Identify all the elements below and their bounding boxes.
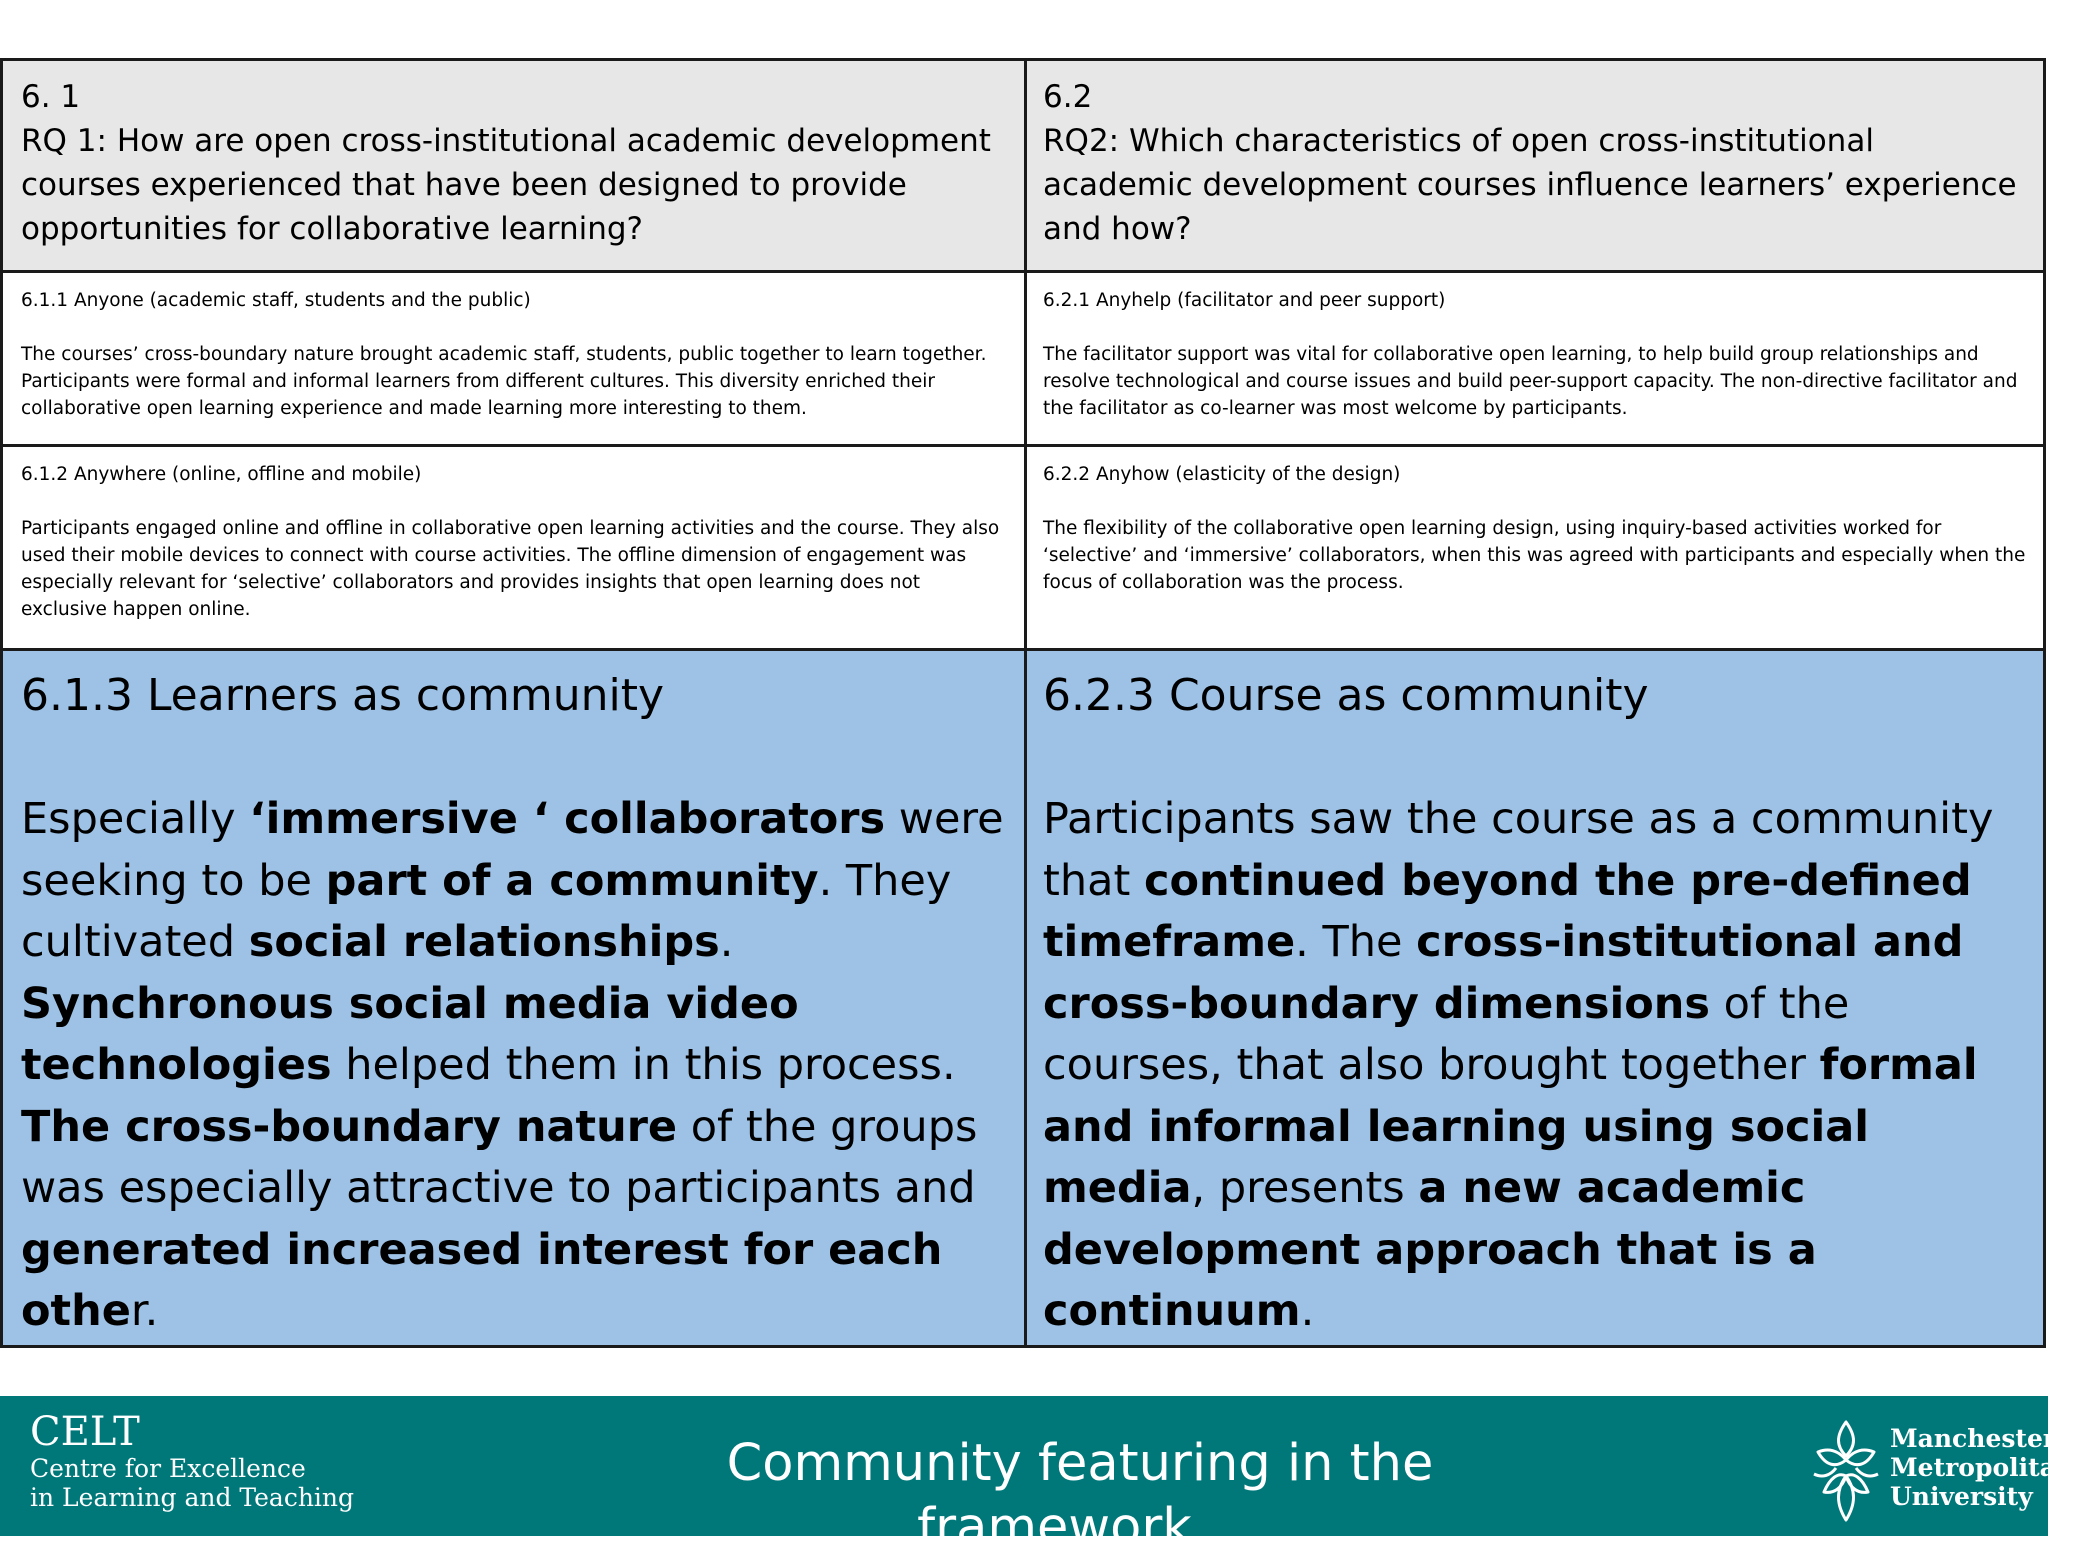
bold-run: cross-institutional and cross-boundary dimensions	[1043, 917, 1964, 1029]
bold-run: social relationships	[248, 917, 720, 967]
celt-logo-line1: Centre for Excellence	[30, 1454, 306, 1483]
university-logo	[1806, 1416, 2074, 1526]
finding-6-2-3-heading: 6.2.3 Course as community	[1043, 670, 1649, 721]
rq2-header-cell	[1025, 61, 2043, 273]
bold-run: continued beyond the pre-defined timeframe	[1043, 855, 1972, 967]
university-name-line1: Manchester	[1890, 1424, 2057, 1453]
finding-6-2-2-cell	[1025, 447, 2043, 651]
text-run: .	[719, 917, 734, 967]
finding-6-1-3-heading: 6.1.3 Learners as community	[21, 670, 664, 721]
text-run: . They cultivated	[21, 855, 952, 967]
rq1-question: RQ 1: How are open cross-institutional academic development courses experienced that have been designed to provide opportunities for collaborative learning?	[21, 123, 991, 247]
bold-run: Synchronous social media video technologies	[21, 978, 799, 1090]
footer-bar	[0, 1396, 2074, 1557]
finding-6-1-3-body	[21, 789, 1009, 1343]
text-run: were seeking to be	[21, 794, 1004, 906]
rq2-id: 6.2	[1043, 79, 1093, 115]
university-name	[1890, 1424, 2074, 1511]
celt-logo-name: CELT	[30, 1409, 140, 1455]
bold-run: a new academic development approach that is a continuum	[1043, 1163, 1817, 1336]
celt-logo	[30, 1410, 354, 1512]
row-divider	[3, 648, 2043, 651]
text-run: of the groups was especially attractive to participants and	[21, 1101, 978, 1213]
bold-run: generated increased interest for each othe	[21, 1224, 943, 1336]
finding-6-1-2-heading: 6.1.2 Anywhere (online, offline and mobile)	[21, 464, 422, 485]
celt-logo-line2: in Learning and Teaching	[30, 1483, 355, 1512]
finding-6-1-1-body: The courses’ cross-boundary nature brought academic staff, students, public together to learn together. Participants were formal and informal learners from different cultures. This diversity enriched their collaborative open learning experience and made learning more interesting to them.	[21, 344, 987, 419]
rq1-id: 6. 1	[21, 79, 81, 115]
text-run: r.	[130, 1286, 159, 1336]
bold-run: formal and informal learning using social media	[1043, 1040, 1978, 1213]
finding-6-2-1-body: The facilitator support was vital for collaborative open learning, to help build group relationships and resolve technological and course issues and build peer-support capacity. The non-directive facilitator and the facilitator as co-learner was most welcome by participants.	[1043, 344, 2018, 419]
text-run: , presents	[1191, 1163, 1419, 1213]
bold-run: part of a community	[325, 855, 819, 906]
framework-table	[0, 58, 2046, 1348]
finding-6-2-1-cell	[1025, 273, 2043, 447]
finding-6-2-3-cell	[1025, 651, 2043, 1345]
finding-6-1-2-body: Participants engaged online and offline in collaborative open learning activities and the course. They also used their mobile devices to connect with course activities. The offline dimension of engagement was especially relevant for ‘selective’ collaborators and provides insights that open learning does not exclusive happen online.	[21, 518, 1000, 620]
text-run: helped them in this process.	[331, 1040, 956, 1090]
finding-6-1-1-cell	[3, 273, 1025, 447]
text-run: .	[1300, 1286, 1315, 1336]
finding-6-2-2-body: The flexibility of the collaborative open learning design, using inquiry-based activities worked for ‘selective’ and ‘immersive’ collaborators, when this was agreed with participants and especially when the focus of collaboration was the process.	[1043, 518, 2026, 593]
mmu-bees-logo-icon	[1806, 1416, 1890, 1526]
text-run: Participants saw the course as a community that	[1043, 794, 1994, 906]
finding-6-1-1-heading: 6.1.1 Anyone (academic staff, students and the public)	[21, 290, 531, 311]
rq1-header-cell	[3, 61, 1025, 273]
slide-title: Community featuring in the framework…	[726, 1434, 1434, 1557]
finding-6-2-1-heading: 6.2.1 Anyhelp (facilitator and peer support)	[1043, 290, 1446, 311]
row-divider	[3, 444, 2043, 447]
university-name-line2: Metropolitan	[1890, 1453, 2074, 1482]
bold-run: ‘immersive ‘ collaborators	[249, 794, 886, 844]
finding-6-1-3-cell	[3, 651, 1025, 1345]
text-run: of the courses, that also brought together	[1043, 978, 1850, 1090]
finding-6-1-2-cell	[3, 447, 1025, 651]
rq2-question: RQ2: Which characteristics of open cross-institutional academic development courses influence learners’ experience and how?	[1043, 123, 2017, 247]
university-name-line3: University	[1890, 1482, 2033, 1511]
text-run: Especially	[21, 794, 250, 844]
text-run: . The	[1295, 917, 1417, 967]
finding-6-2-2-heading: 6.2.2 Anyhow (elasticity of the design)	[1043, 464, 1401, 485]
finding-6-2-3-body	[1043, 789, 2027, 1343]
column-divider	[1024, 61, 1027, 1345]
bold-run: The cross-boundary nature	[21, 1101, 678, 1152]
row-divider	[3, 270, 2043, 273]
